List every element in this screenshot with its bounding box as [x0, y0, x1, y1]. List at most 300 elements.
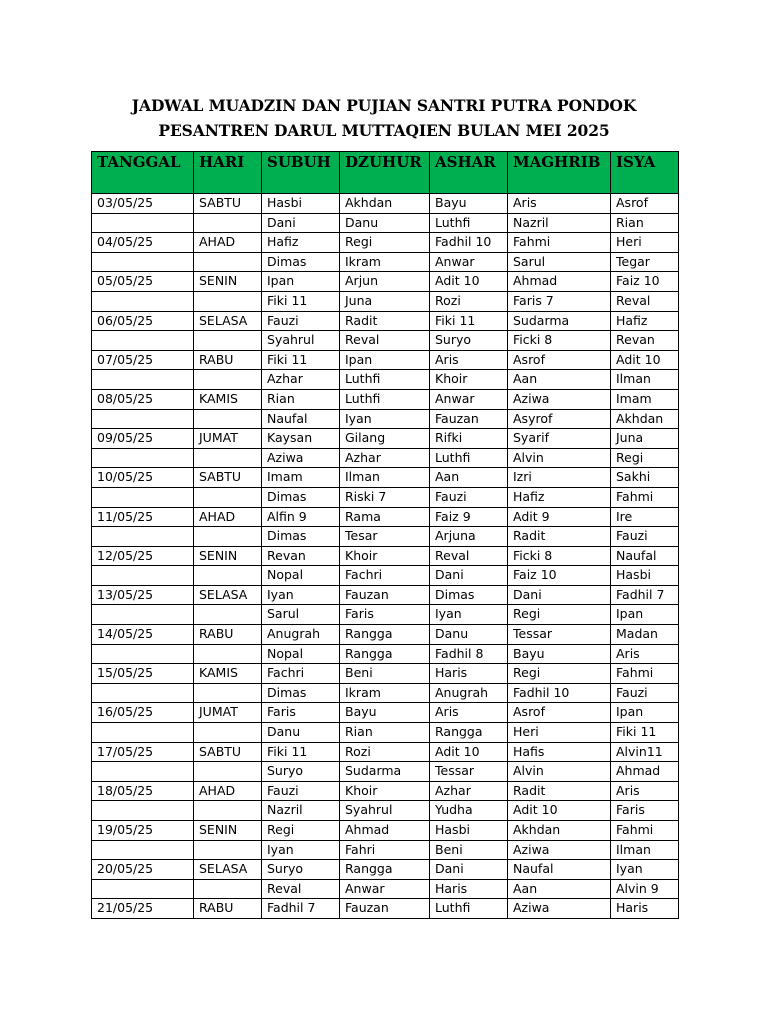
- tanggal-cell: [92, 840, 194, 860]
- table-row: [92, 331, 679, 351]
- subuh-cell: Danu: [262, 723, 340, 743]
- hari-cell: KAMIS: [194, 664, 262, 684]
- maghrib-cell: Faiz 10: [508, 566, 611, 586]
- dzuhur-cell: Rangga: [340, 625, 430, 645]
- tanggal-cell: [92, 879, 194, 899]
- maghrib-cell: Aan: [508, 879, 611, 899]
- table-row: [92, 546, 679, 566]
- ashar-cell: Luthfi: [430, 448, 508, 468]
- tanggal-cell: 10/05/25: [92, 468, 194, 488]
- maghrib-cell: Akhdan: [508, 821, 611, 841]
- maghrib-cell: Hafis: [508, 742, 611, 762]
- isya-cell: Heri: [611, 233, 679, 253]
- hari-cell: [194, 840, 262, 860]
- ashar-cell: Aris: [430, 350, 508, 370]
- ashar-cell: Suryo: [430, 331, 508, 351]
- maghrib-cell: Sudarma: [508, 311, 611, 331]
- table-row: [92, 487, 679, 507]
- hari-cell: [194, 213, 262, 233]
- column-header-isya: ISYA: [611, 152, 679, 194]
- table-row: [92, 291, 679, 311]
- table-row: [92, 468, 679, 488]
- isya-cell: Aris: [611, 781, 679, 801]
- table-row: [92, 252, 679, 272]
- maghrib-cell: Aziwa: [508, 899, 611, 919]
- subuh-cell: Anugrah: [262, 625, 340, 645]
- isya-cell: Adit 10: [611, 350, 679, 370]
- dzuhur-cell: Rangga: [340, 860, 430, 880]
- tanggal-cell: [92, 487, 194, 507]
- subuh-cell: Fiki 11: [262, 291, 340, 311]
- table-row: [92, 213, 679, 233]
- isya-cell: Rian: [611, 213, 679, 233]
- tanggal-cell: 12/05/25: [92, 546, 194, 566]
- dzuhur-cell: Rian: [340, 723, 430, 743]
- ashar-cell: Adit 10: [430, 742, 508, 762]
- table-body: [92, 194, 679, 919]
- isya-cell: Haris: [611, 899, 679, 919]
- isya-cell: Asrof: [611, 194, 679, 214]
- isya-cell: Ilman: [611, 840, 679, 860]
- isya-cell: Ipan: [611, 703, 679, 723]
- subuh-cell: Reval: [262, 879, 340, 899]
- tanggal-cell: 14/05/25: [92, 625, 194, 645]
- hari-cell: [194, 409, 262, 429]
- table-row: [92, 723, 679, 743]
- tanggal-cell: 07/05/25: [92, 350, 194, 370]
- hari-cell: RABU: [194, 625, 262, 645]
- hari-cell: [194, 331, 262, 351]
- maghrib-cell: Adit 9: [508, 507, 611, 527]
- isya-cell: Alvin 9: [611, 879, 679, 899]
- tanggal-cell: [92, 370, 194, 390]
- tanggal-cell: [92, 213, 194, 233]
- tanggal-cell: 05/05/25: [92, 272, 194, 292]
- column-header-ashar: ASHAR: [430, 152, 508, 194]
- hari-cell: [194, 723, 262, 743]
- ashar-cell: Reval: [430, 546, 508, 566]
- subuh-cell: Regi: [262, 821, 340, 841]
- dzuhur-cell: Tesar: [340, 527, 430, 547]
- hari-cell: [194, 801, 262, 821]
- title-line-1: JADWAL MUADZIN DAN PUJIAN SANTRI PUTRA PONDOK: [131, 96, 637, 115]
- dzuhur-cell: Ikram: [340, 683, 430, 703]
- ashar-cell: Fauzan: [430, 409, 508, 429]
- ashar-cell: Yudha: [430, 801, 508, 821]
- table-row: [92, 879, 679, 899]
- maghrib-cell: Faris 7: [508, 291, 611, 311]
- isya-cell: Ire: [611, 507, 679, 527]
- subuh-cell: Alfin 9: [262, 507, 340, 527]
- hari-cell: [194, 291, 262, 311]
- table-row: [92, 507, 679, 527]
- subuh-cell: Suryo: [262, 860, 340, 880]
- hari-cell: AHAD: [194, 507, 262, 527]
- dzuhur-cell: Ahmad: [340, 821, 430, 841]
- subuh-cell: Fiki 11: [262, 350, 340, 370]
- isya-cell: Juna: [611, 429, 679, 449]
- dzuhur-cell: Regi: [340, 233, 430, 253]
- maghrib-cell: Aris: [508, 194, 611, 214]
- table-row: [92, 585, 679, 605]
- isya-cell: Reval: [611, 291, 679, 311]
- title-line-2: PESANTREN DARUL MUTTAQIEN BULAN MEI 2025: [158, 121, 610, 140]
- hari-cell: SENIN: [194, 546, 262, 566]
- subuh-cell: Suryo: [262, 762, 340, 782]
- ashar-cell: Dimas: [430, 585, 508, 605]
- table-row: [92, 605, 679, 625]
- subuh-cell: Naufal: [262, 409, 340, 429]
- maghrib-cell: Syarif: [508, 429, 611, 449]
- dzuhur-cell: Ipan: [340, 350, 430, 370]
- dzuhur-cell: Bayu: [340, 703, 430, 723]
- maghrib-cell: Naufal: [508, 860, 611, 880]
- dzuhur-cell: Beni: [340, 664, 430, 684]
- column-header-tanggal: TANGGAL: [92, 152, 194, 194]
- subuh-cell: Dimas: [262, 487, 340, 507]
- maghrib-cell: Regi: [508, 664, 611, 684]
- ashar-cell: Dani: [430, 860, 508, 880]
- table-row: [92, 781, 679, 801]
- hari-cell: SELASA: [194, 860, 262, 880]
- isya-cell: Hasbi: [611, 566, 679, 586]
- column-header-maghrib: MAGHRIB: [508, 152, 611, 194]
- table-row: [92, 762, 679, 782]
- ashar-cell: Anwar: [430, 389, 508, 409]
- table-row: [92, 389, 679, 409]
- isya-cell: Alvin11: [611, 742, 679, 762]
- table-row: [92, 370, 679, 390]
- schedule-table: [91, 151, 679, 919]
- column-header-subuh: SUBUH: [262, 152, 340, 194]
- maghrib-cell: Ficki 8: [508, 546, 611, 566]
- isya-cell: Iyan: [611, 860, 679, 880]
- isya-cell: Sakhi: [611, 468, 679, 488]
- maghrib-cell: Alvin: [508, 762, 611, 782]
- maghrib-cell: Radit: [508, 781, 611, 801]
- ashar-cell: Luthfi: [430, 213, 508, 233]
- maghrib-cell: Aziwa: [508, 389, 611, 409]
- isya-cell: Imam: [611, 389, 679, 409]
- maghrib-cell: Asrof: [508, 703, 611, 723]
- dzuhur-cell: Ikram: [340, 252, 430, 272]
- subuh-cell: Fachri: [262, 664, 340, 684]
- table-row: [92, 664, 679, 684]
- table-row: [92, 272, 679, 292]
- ashar-cell: Danu: [430, 625, 508, 645]
- dzuhur-cell: Rozi: [340, 742, 430, 762]
- ashar-cell: Rifki: [430, 429, 508, 449]
- dzuhur-cell: Sudarma: [340, 762, 430, 782]
- tanggal-cell: [92, 252, 194, 272]
- dzuhur-cell: Juna: [340, 291, 430, 311]
- tanggal-cell: 03/05/25: [92, 194, 194, 214]
- isya-cell: Akhdan: [611, 409, 679, 429]
- subuh-cell: Hafiz: [262, 233, 340, 253]
- maghrib-cell: Sarul: [508, 252, 611, 272]
- subuh-cell: Fadhil 7: [262, 899, 340, 919]
- table-row: [92, 703, 679, 723]
- maghrib-cell: Aan: [508, 370, 611, 390]
- maghrib-cell: Dani: [508, 585, 611, 605]
- table-row: [92, 409, 679, 429]
- subuh-cell: Revan: [262, 546, 340, 566]
- maghrib-cell: Alvin: [508, 448, 611, 468]
- dzuhur-cell: Fachri: [340, 566, 430, 586]
- dzuhur-cell: Iyan: [340, 409, 430, 429]
- subuh-cell: Iyan: [262, 840, 340, 860]
- tanggal-cell: [92, 644, 194, 664]
- isya-cell: Fahmi: [611, 664, 679, 684]
- maghrib-cell: Radit: [508, 527, 611, 547]
- isya-cell: Ahmad: [611, 762, 679, 782]
- hari-cell: [194, 762, 262, 782]
- subuh-cell: Fiki 11: [262, 742, 340, 762]
- hari-cell: SABTU: [194, 468, 262, 488]
- ashar-cell: Luthfi: [430, 899, 508, 919]
- subuh-cell: Syahrul: [262, 331, 340, 351]
- subuh-cell: Dani: [262, 213, 340, 233]
- dzuhur-cell: Fauzan: [340, 899, 430, 919]
- table-row: [92, 840, 679, 860]
- dzuhur-cell: Akhdan: [340, 194, 430, 214]
- ashar-cell: Aris: [430, 703, 508, 723]
- subuh-cell: Imam: [262, 468, 340, 488]
- isya-cell: Tegar: [611, 252, 679, 272]
- hari-cell: SENIN: [194, 272, 262, 292]
- table-row: [92, 194, 679, 214]
- hari-cell: AHAD: [194, 233, 262, 253]
- dzuhur-cell: Riski 7: [340, 487, 430, 507]
- table-row: [92, 350, 679, 370]
- hari-cell: SELASA: [194, 585, 262, 605]
- subuh-cell: Dimas: [262, 683, 340, 703]
- maghrib-cell: Heri: [508, 723, 611, 743]
- hari-cell: JUMAT: [194, 429, 262, 449]
- maghrib-cell: Fahmi: [508, 233, 611, 253]
- tanggal-cell: [92, 448, 194, 468]
- dzuhur-cell: Anwar: [340, 879, 430, 899]
- subuh-cell: Fauzi: [262, 781, 340, 801]
- dzuhur-cell: Reval: [340, 331, 430, 351]
- hari-cell: [194, 879, 262, 899]
- hari-cell: [194, 644, 262, 664]
- table-row: [92, 683, 679, 703]
- subuh-cell: Azhar: [262, 370, 340, 390]
- subuh-cell: Ipan: [262, 272, 340, 292]
- isya-cell: Fiki 11: [611, 723, 679, 743]
- dzuhur-cell: Faris: [340, 605, 430, 625]
- ashar-cell: Bayu: [430, 194, 508, 214]
- ashar-cell: Anwar: [430, 252, 508, 272]
- table-row: [92, 311, 679, 331]
- tanggal-cell: [92, 723, 194, 743]
- table-row: [92, 801, 679, 821]
- subuh-cell: Kaysan: [262, 429, 340, 449]
- tanggal-cell: 17/05/25: [92, 742, 194, 762]
- tanggal-cell: [92, 801, 194, 821]
- maghrib-cell: Bayu: [508, 644, 611, 664]
- table-row: [92, 233, 679, 253]
- isya-cell: Ilman: [611, 370, 679, 390]
- header-row: [92, 152, 679, 194]
- table-row: [92, 860, 679, 880]
- maghrib-cell: Aziwa: [508, 840, 611, 860]
- dzuhur-cell: Danu: [340, 213, 430, 233]
- ashar-cell: Adit 10: [430, 272, 508, 292]
- ashar-cell: Faiz 9: [430, 507, 508, 527]
- table-row: [92, 566, 679, 586]
- table-row: [92, 644, 679, 664]
- isya-cell: Fauzi: [611, 683, 679, 703]
- dzuhur-cell: Rangga: [340, 644, 430, 664]
- ashar-cell: Fadhil 8: [430, 644, 508, 664]
- tanggal-cell: [92, 291, 194, 311]
- isya-cell: Aris: [611, 644, 679, 664]
- subuh-cell: Aziwa: [262, 448, 340, 468]
- ashar-cell: Fiki 11: [430, 311, 508, 331]
- tanggal-cell: 20/05/25: [92, 860, 194, 880]
- dzuhur-cell: Fahri: [340, 840, 430, 860]
- isya-cell: Faiz 10: [611, 272, 679, 292]
- tanggal-cell: [92, 409, 194, 429]
- subuh-cell: Sarul: [262, 605, 340, 625]
- maghrib-cell: Hafiz: [508, 487, 611, 507]
- dzuhur-cell: Radit: [340, 311, 430, 331]
- ashar-cell: Fadhil 10: [430, 233, 508, 253]
- ashar-cell: Rozi: [430, 291, 508, 311]
- hari-cell: [194, 252, 262, 272]
- tanggal-cell: 11/05/25: [92, 507, 194, 527]
- table-row: [92, 625, 679, 645]
- isya-cell: Faris: [611, 801, 679, 821]
- table-header: [92, 152, 679, 194]
- hari-cell: JUMAT: [194, 703, 262, 723]
- dzuhur-cell: Gilang: [340, 429, 430, 449]
- isya-cell: Naufal: [611, 546, 679, 566]
- hari-cell: [194, 683, 262, 703]
- isya-cell: Fahmi: [611, 821, 679, 841]
- dzuhur-cell: Khoir: [340, 781, 430, 801]
- tanggal-cell: 13/05/25: [92, 585, 194, 605]
- isya-cell: Revan: [611, 331, 679, 351]
- tanggal-cell: 08/05/25: [92, 389, 194, 409]
- ashar-cell: Hasbi: [430, 821, 508, 841]
- tanggal-cell: [92, 331, 194, 351]
- subuh-cell: Iyan: [262, 585, 340, 605]
- ashar-cell: Rangga: [430, 723, 508, 743]
- hari-cell: RABU: [194, 350, 262, 370]
- ashar-cell: Anugrah: [430, 683, 508, 703]
- subuh-cell: Rian: [262, 389, 340, 409]
- isya-cell: Fadhil 7: [611, 585, 679, 605]
- table-row: [92, 448, 679, 468]
- tanggal-cell: [92, 762, 194, 782]
- dzuhur-cell: Arjun: [340, 272, 430, 292]
- ashar-cell: Haris: [430, 664, 508, 684]
- tanggal-cell: [92, 527, 194, 547]
- tanggal-cell: 09/05/25: [92, 429, 194, 449]
- maghrib-cell: Ahmad: [508, 272, 611, 292]
- document-title: [90, 93, 678, 143]
- hari-cell: [194, 605, 262, 625]
- hari-cell: SENIN: [194, 821, 262, 841]
- hari-cell: KAMIS: [194, 389, 262, 409]
- dzuhur-cell: Rama: [340, 507, 430, 527]
- subuh-cell: Nopal: [262, 566, 340, 586]
- hari-cell: SABTU: [194, 742, 262, 762]
- maghrib-cell: Adit 10: [508, 801, 611, 821]
- ashar-cell: Fauzi: [430, 487, 508, 507]
- isya-cell: Ipan: [611, 605, 679, 625]
- tanggal-cell: [92, 566, 194, 586]
- tanggal-cell: 19/05/25: [92, 821, 194, 841]
- ashar-cell: Dani: [430, 566, 508, 586]
- dzuhur-cell: Ilman: [340, 468, 430, 488]
- hari-cell: RABU: [194, 899, 262, 919]
- maghrib-cell: Tessar: [508, 625, 611, 645]
- table-row: [92, 821, 679, 841]
- dzuhur-cell: Syahrul: [340, 801, 430, 821]
- table-row: [92, 429, 679, 449]
- ashar-cell: Iyan: [430, 605, 508, 625]
- isya-cell: Fahmi: [611, 487, 679, 507]
- maghrib-cell: Asrof: [508, 350, 611, 370]
- maghrib-cell: Regi: [508, 605, 611, 625]
- tanggal-cell: [92, 605, 194, 625]
- hari-cell: [194, 370, 262, 390]
- subuh-cell: Dimas: [262, 527, 340, 547]
- maghrib-cell: Ficki 8: [508, 331, 611, 351]
- maghrib-cell: Nazril: [508, 213, 611, 233]
- dzuhur-cell: Azhar: [340, 448, 430, 468]
- ashar-cell: Beni: [430, 840, 508, 860]
- table-row: [92, 899, 679, 919]
- maghrib-cell: Fadhil 10: [508, 683, 611, 703]
- column-header-dzuhur: DZUHUR: [340, 152, 430, 194]
- subuh-cell: Fauzi: [262, 311, 340, 331]
- hari-cell: [194, 448, 262, 468]
- subuh-cell: Hasbi: [262, 194, 340, 214]
- isya-cell: Regi: [611, 448, 679, 468]
- tanggal-cell: 21/05/25: [92, 899, 194, 919]
- hari-cell: SABTU: [194, 194, 262, 214]
- tanggal-cell: 06/05/25: [92, 311, 194, 331]
- ashar-cell: Azhar: [430, 781, 508, 801]
- ashar-cell: Aan: [430, 468, 508, 488]
- maghrib-cell: Asyrof: [508, 409, 611, 429]
- dzuhur-cell: Luthfi: [340, 389, 430, 409]
- ashar-cell: Tessar: [430, 762, 508, 782]
- hari-cell: SELASA: [194, 311, 262, 331]
- subuh-cell: Faris: [262, 703, 340, 723]
- ashar-cell: Haris: [430, 879, 508, 899]
- ashar-cell: Arjuna: [430, 527, 508, 547]
- tanggal-cell: 04/05/25: [92, 233, 194, 253]
- tanggal-cell: 16/05/25: [92, 703, 194, 723]
- hari-cell: AHAD: [194, 781, 262, 801]
- tanggal-cell: 18/05/25: [92, 781, 194, 801]
- hari-cell: [194, 487, 262, 507]
- subuh-cell: Nopal: [262, 644, 340, 664]
- dzuhur-cell: Luthfi: [340, 370, 430, 390]
- table-row: [92, 742, 679, 762]
- table-row: [92, 527, 679, 547]
- maghrib-cell: Izri: [508, 468, 611, 488]
- dzuhur-cell: Fauzan: [340, 585, 430, 605]
- subuh-cell: Nazril: [262, 801, 340, 821]
- ashar-cell: Khoir: [430, 370, 508, 390]
